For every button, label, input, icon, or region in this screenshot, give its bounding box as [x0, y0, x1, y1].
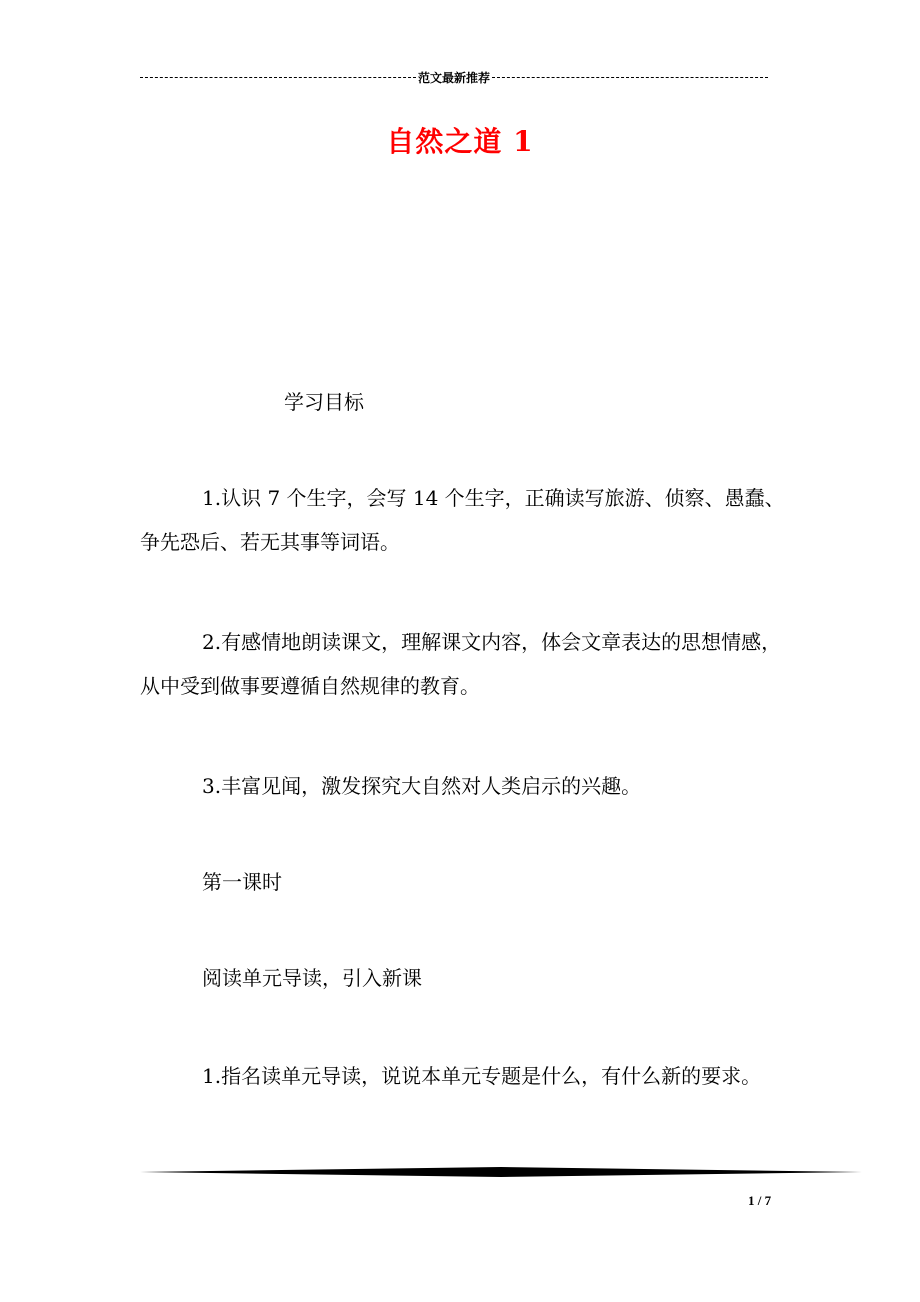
header-dash-right [492, 77, 768, 78]
header-label: 范文最新推荐 [418, 70, 491, 85]
paragraph-step-1: 1.指名读单元导读，说说本单元专题是什么，有什么新的要求。 [202, 1064, 762, 1088]
paragraph-first-lesson: 第一课时 [202, 870, 282, 894]
header-banner [140, 68, 768, 86]
footer-rule [140, 1164, 862, 1180]
paragraph-reading-guide: 阅读单元导读，引入新课 [202, 966, 422, 990]
section-heading-learning-goals: 学习目标 [284, 390, 364, 414]
page-number: 1 / 7 [748, 1193, 772, 1208]
paragraph-goal-1: 1.认识 7 个生字，会写 14 个生字，正确读写旅游、侦察、愚蠢、争先恐后、若无其事等词语。 [140, 486, 785, 554]
paragraph-goal-3: 3.丰富见闻，激发探究大自然对人类启示的兴趣。 [202, 774, 642, 798]
paragraph-goal-2: 2.有感情地朗读课文，理解课文内容，体会文章表达的思想情感，从中受到做事要遵循自然规律的教育。 [140, 630, 782, 698]
header-dash-left [140, 77, 416, 78]
document-title: 自然之道 1 [386, 125, 534, 158]
